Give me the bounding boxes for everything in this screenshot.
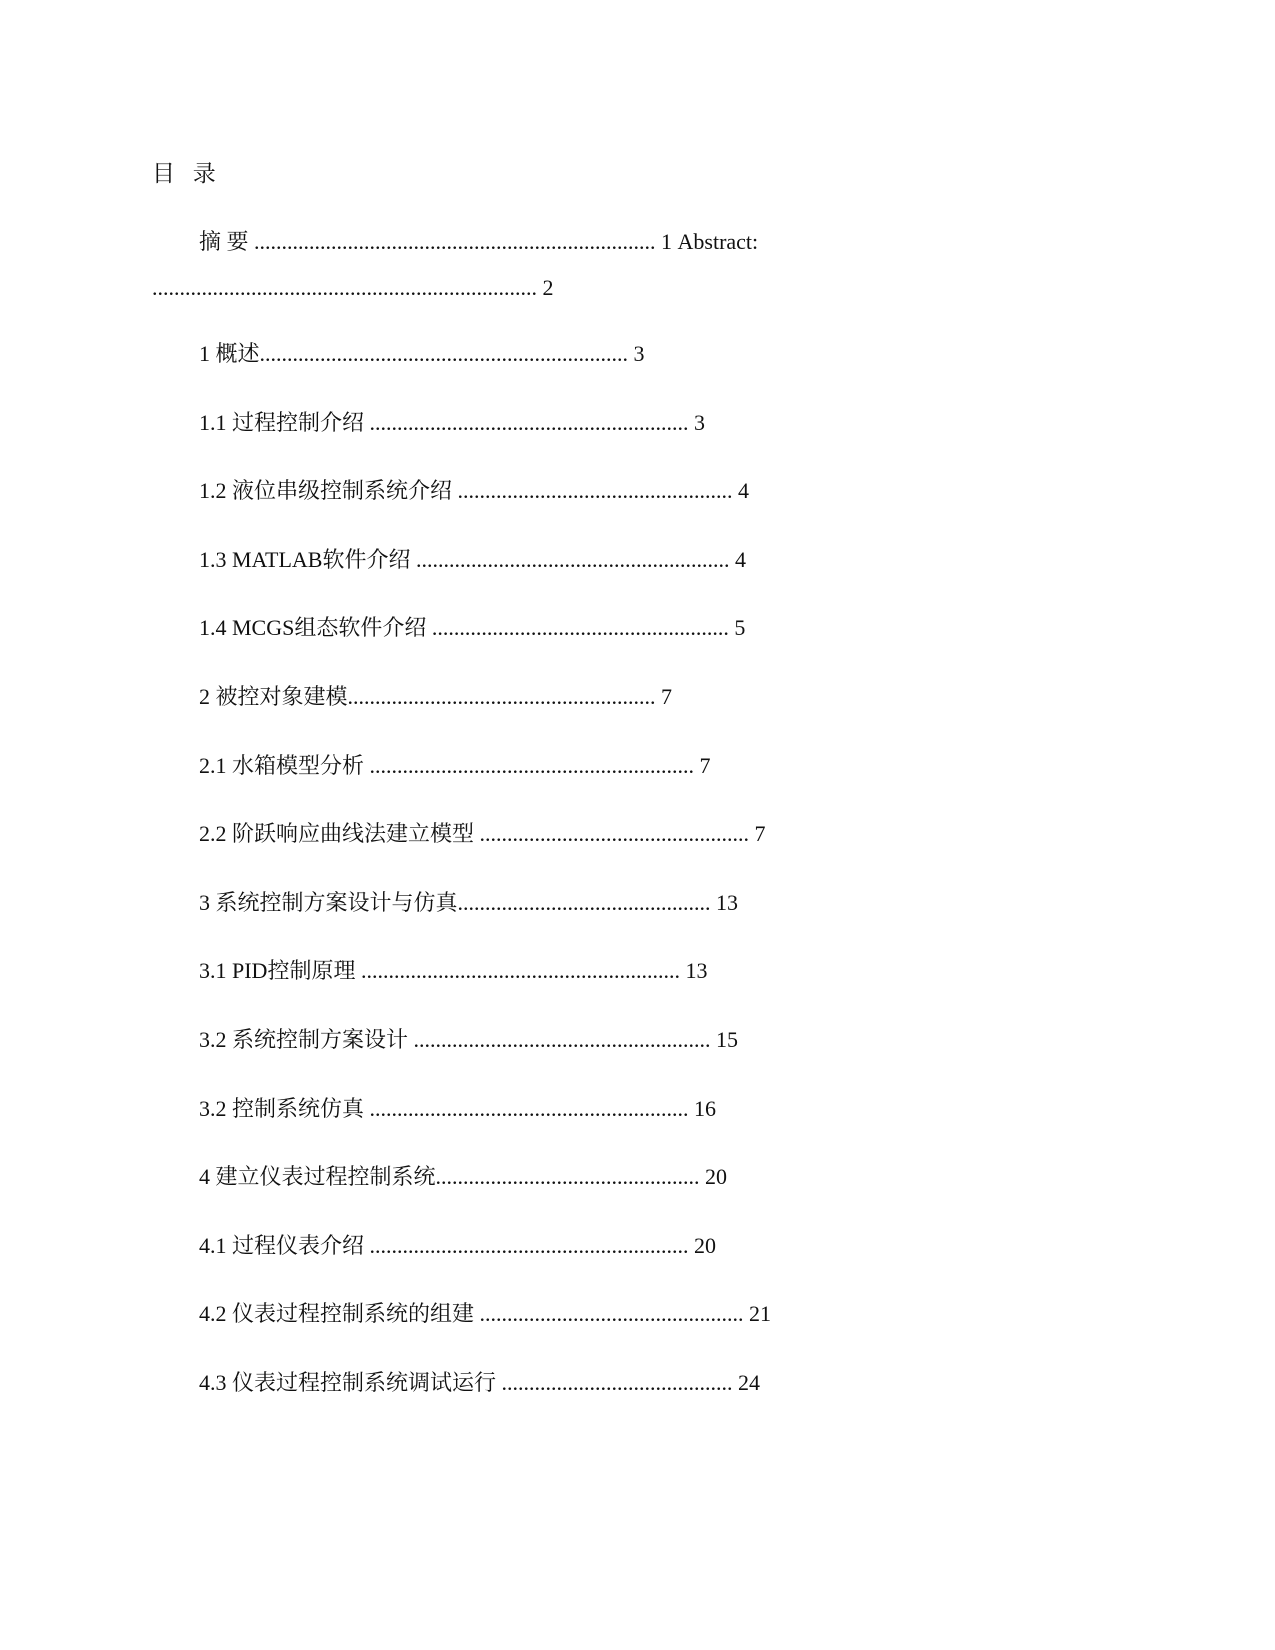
toc-entry-label: 3.2 控制系统仿真 [199, 1095, 370, 1121]
toc-entry [199, 752, 711, 778]
toc-entry-label: 1.2 液位串级控制系统介绍 [199, 478, 458, 504]
toc-entry-page: 3 [628, 341, 645, 366]
toc-entry-leader: ................................................. [479, 821, 750, 847]
toc-entry [199, 1303, 771, 1325]
toc-entry-page: 4 [732, 478, 750, 504]
toc-entry [199, 1095, 717, 1121]
toc-entry-page: 16 [688, 1095, 717, 1121]
toc-entry [199, 480, 749, 502]
toc-entry-leader: .......................................................... [369, 1232, 689, 1258]
toc-entry-page: 20 [688, 1232, 717, 1258]
toc-entry-leader: ........................................................... [369, 752, 695, 778]
toc-entry-label: 3.1 PID控制原理 [199, 958, 361, 984]
toc-entry-leader: .......................................................... [369, 1095, 689, 1121]
toc-entry [199, 1166, 727, 1188]
toc-entry-leader: ................................................ [479, 1301, 744, 1327]
toc-entry-leader: ...................................................... [431, 615, 729, 641]
toc-entry-label: 2 被控对象建模 [199, 684, 348, 709]
toc-entry [199, 1372, 760, 1394]
toc-entry-label: 1.3 MATLAB软件介绍 [199, 546, 416, 572]
toc-entry-label: 1.1 过程控制介绍 [199, 409, 370, 435]
toc-entry-leader: ......................................................... [415, 546, 730, 572]
toc-entry [199, 889, 739, 915]
toc-entry-page: 2 [537, 275, 554, 300]
toc-entry [199, 686, 672, 708]
toc-entry-leader: .................................................. [457, 478, 733, 504]
toc-entry-leader: .......................................................... [360, 958, 680, 984]
toc-entry [199, 546, 746, 572]
toc-entry-label: 1 概述 [199, 341, 260, 366]
toc-entry-page: 13 [679, 958, 708, 984]
toc-entry-leader: ................................................................... [259, 341, 629, 366]
toc-entry-label: 4.1 过程仪表介绍 [199, 1232, 370, 1258]
toc-entry-page: 24 [732, 1370, 761, 1395]
toc-entry-label: 4.3 仪表过程控制系统调试运行 [199, 1370, 502, 1395]
toc-entry [199, 1029, 738, 1051]
toc-entry-page: 20 [699, 1164, 728, 1190]
toc-entry-label: 4.2 仪表过程控制系统的组建 [199, 1301, 480, 1327]
toc-entry-label: 3.2 系统控制方案设计 [199, 1027, 414, 1052]
toc-entry [199, 1232, 717, 1258]
toc-entry-page: 3 [688, 409, 706, 435]
toc-entry [199, 823, 766, 845]
toc-entry-page: 5 [728, 615, 746, 641]
toc-entry-label: 4 建立仪表过程控制系统 [199, 1164, 436, 1190]
toc-entry-label: 摘 要 [199, 229, 255, 254]
toc-entry [199, 617, 745, 639]
toc-entry-leader: ......................................................................... [254, 229, 656, 254]
toc-entry-leader: ........................................................ [347, 684, 656, 709]
toc-entry [199, 343, 645, 365]
toc-entry-page: 7 [655, 684, 673, 709]
toc-entry-page-and-next: 1 Abstract: [655, 229, 759, 254]
toc-entry-label: 3 系统控制方案设计与仿真 [199, 889, 458, 915]
toc-entry-leader: ................................................ [435, 1164, 700, 1190]
toc-entry-leader: ...................................................... [413, 1027, 711, 1052]
toc-entry-leader: .......................................................... [369, 409, 689, 435]
toc-entry-label: 2.1 水箱模型分析 [199, 752, 370, 778]
toc-entry-page: 13 [710, 889, 739, 915]
toc-entry [199, 960, 707, 982]
toc-title: 目 录 [152, 161, 222, 186]
toc-entry-leader: ...................................................................... [152, 275, 537, 300]
toc-entry-page: 7 [749, 821, 766, 847]
toc-entry-abstract-cn [199, 231, 758, 253]
toc-entry-label: 2.2 阶跃响应曲线法建立模型 [199, 821, 480, 847]
toc-entry-abstract-en [152, 277, 554, 299]
toc-entry-leader: .............................................. [457, 889, 711, 915]
toc-entry-page: 4 [729, 546, 746, 572]
toc-entry-leader: .......................................... [501, 1370, 733, 1395]
toc-entry-page: 15 [710, 1027, 739, 1052]
toc-entry-page: 7 [694, 752, 711, 778]
toc-entry-page: 21 [743, 1301, 772, 1327]
toc-entry-label: 1.4 MCGS组态软件介绍 [199, 615, 432, 641]
toc-entry [199, 409, 706, 435]
